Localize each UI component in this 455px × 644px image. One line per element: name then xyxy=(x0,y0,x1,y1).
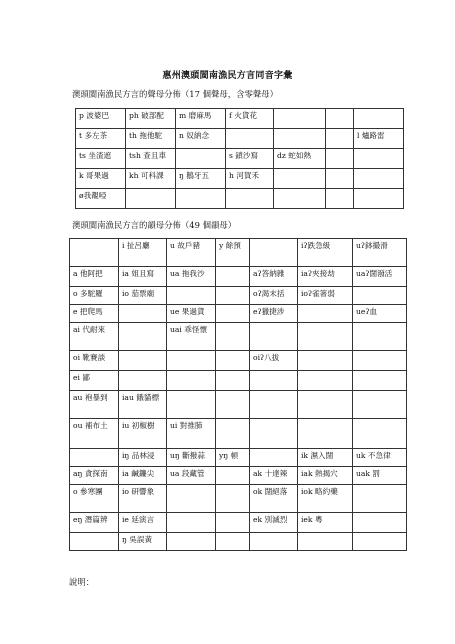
table-cell xyxy=(353,485,407,513)
table-cell: e 把爬馬 xyxy=(70,305,119,323)
table-cell: ia 姐且寫 xyxy=(119,267,167,287)
table-cell: ok 闊絕落 xyxy=(250,485,298,513)
table-cell: m 磨麻馬 xyxy=(176,109,226,129)
table-row xyxy=(76,129,404,149)
table-cell xyxy=(353,323,407,351)
initials-heading: 澳頭閩南漁民方言的聲母分佈（17 個聲母，含零聲母） xyxy=(72,89,278,99)
table-cell xyxy=(353,391,407,419)
table-cell: iau 餓貓標 xyxy=(119,391,167,419)
table-row xyxy=(70,533,407,551)
table-row xyxy=(70,467,407,485)
table-cell xyxy=(326,129,354,149)
table-row xyxy=(70,305,407,323)
table-cell xyxy=(167,533,216,551)
table-cell xyxy=(119,323,167,351)
table-cell: ie 延演言 xyxy=(119,513,167,533)
table-row xyxy=(70,391,407,419)
table-cell xyxy=(353,513,407,533)
table-cell: io 研響象 xyxy=(119,485,167,513)
table-row xyxy=(70,239,407,267)
table-cell: iak 熱揭穴 xyxy=(298,467,353,485)
table-cell xyxy=(167,351,216,371)
table-cell: ei 鄙 xyxy=(70,371,119,391)
table-row xyxy=(70,449,407,467)
table-cell: h 河賀禾 xyxy=(226,169,274,189)
table-cell xyxy=(326,149,354,169)
table-cell: s 鎖沙寫 xyxy=(226,149,274,169)
table-cell xyxy=(216,267,250,287)
table-cell: eʔ獵捷涉 xyxy=(250,305,298,323)
table-cell xyxy=(354,169,404,189)
table-cell: iok 略約藥 xyxy=(298,485,353,513)
table-cell: f 火貨花 xyxy=(226,109,274,129)
table-cell: u 故戶豬 xyxy=(167,239,216,267)
table-cell: iʔ跌急級 xyxy=(298,239,353,267)
table-cell xyxy=(250,533,298,551)
table-cell xyxy=(298,371,353,391)
table-cell xyxy=(298,351,353,371)
table-cell: aʔ答納雜 xyxy=(250,267,298,287)
table-cell: ia 鹹鐮尖 xyxy=(119,467,167,485)
table-cell xyxy=(298,419,353,449)
table-row xyxy=(76,149,404,169)
table-cell: o 參寒團 xyxy=(70,485,119,513)
table-cell: oʔ渴末括 xyxy=(250,287,298,305)
table-cell: ueʔ血 xyxy=(353,305,407,323)
table-cell xyxy=(326,189,354,209)
table-cell xyxy=(250,449,298,467)
table-cell xyxy=(216,467,250,485)
table-cell xyxy=(250,239,298,267)
table-cell: th 拖他駝 xyxy=(126,129,176,149)
table-cell xyxy=(354,149,404,169)
table-row xyxy=(76,189,404,209)
table-cell xyxy=(216,391,250,419)
table-cell xyxy=(298,305,353,323)
table-cell xyxy=(167,371,216,391)
table-cell xyxy=(353,419,407,449)
table-cell xyxy=(298,391,353,419)
table-cell xyxy=(176,149,226,169)
table-cell xyxy=(119,305,167,323)
table-row xyxy=(70,513,407,533)
table-cell xyxy=(326,169,354,189)
table-cell: io 茄票廟 xyxy=(119,287,167,305)
initials-table xyxy=(75,108,404,209)
table-cell: uak 罰 xyxy=(353,467,407,485)
table-cell: ua 拖我沙 xyxy=(167,267,216,287)
finals-heading: 澳頭閩南漁民方言的韻母分佈（49 個韻母） xyxy=(72,220,237,230)
table-cell: i 扯呂廳 xyxy=(119,239,167,267)
document-title: 惠州澳頭閩南漁民方言同音字彙 xyxy=(162,71,293,81)
table-cell xyxy=(226,189,274,209)
table-cell xyxy=(250,371,298,391)
table-cell: ph 破部配 xyxy=(126,109,176,129)
table-cell: ioʔ雀箸弱 xyxy=(298,287,353,305)
table-cell xyxy=(354,109,404,129)
table-cell xyxy=(353,287,407,305)
table-cell: iu 初椒樹 xyxy=(119,419,167,449)
table-cell xyxy=(216,513,250,533)
table-cell: oi 靴賽談 xyxy=(70,351,119,371)
table-cell xyxy=(167,287,216,305)
table-cell: tsh 查且車 xyxy=(126,149,176,169)
table-cell: yŋ 頓 xyxy=(216,449,250,467)
table-cell: uk 不急律 xyxy=(353,449,407,467)
table-cell xyxy=(216,351,250,371)
table-cell xyxy=(216,533,250,551)
table-cell xyxy=(119,371,167,391)
table-row xyxy=(76,169,404,189)
table-cell xyxy=(70,239,119,267)
table-cell: ŋ 吳誤黃 xyxy=(119,533,167,551)
table-cell: ŋ 鵝牙五 xyxy=(176,169,226,189)
table-cell: iaʔ夾接劫 xyxy=(298,267,353,287)
table-cell: ui 對推肺 xyxy=(167,419,216,449)
table-cell: kh 可科課 xyxy=(126,169,176,189)
table-cell: y 餘預 xyxy=(216,239,250,267)
table-row xyxy=(70,485,407,513)
table-cell: ou 補布土 xyxy=(70,419,119,449)
table-cell xyxy=(353,533,407,551)
table-cell: ts 坐渣遮 xyxy=(76,149,126,169)
table-cell xyxy=(326,109,354,129)
table-cell xyxy=(226,129,274,149)
table-cell xyxy=(298,533,353,551)
table-cell: ik 濕入闊 xyxy=(298,449,353,467)
table-cell xyxy=(70,449,119,467)
table-cell xyxy=(274,109,326,129)
table-cell xyxy=(274,169,326,189)
table-cell xyxy=(216,323,250,351)
table-cell xyxy=(354,189,404,209)
table-cell: ek 別滅烈 xyxy=(250,513,298,533)
table-cell: dz 蛇如熱 xyxy=(274,149,326,169)
table-row xyxy=(70,287,407,305)
table-cell: ua 段藏管 xyxy=(167,467,216,485)
table-cell xyxy=(216,287,250,305)
table-cell: uʔ鉢撮滑 xyxy=(353,239,407,267)
table-cell xyxy=(216,371,250,391)
table-row xyxy=(70,371,407,391)
table-cell: k 哥果過 xyxy=(76,169,126,189)
table-cell xyxy=(119,351,167,371)
table-cell: ai 代耐來 xyxy=(70,323,119,351)
table-cell xyxy=(167,513,216,533)
table-cell: iŋ 品林浸 xyxy=(119,449,167,467)
table-cell xyxy=(298,323,353,351)
table-cell xyxy=(353,351,407,371)
table-cell: iek 粵 xyxy=(298,513,353,533)
table-cell xyxy=(167,485,216,513)
table-row xyxy=(70,351,407,371)
finals-table xyxy=(69,238,407,551)
table-cell: uaʔ闊潑活 xyxy=(353,267,407,287)
table-cell xyxy=(176,189,226,209)
table-cell xyxy=(353,371,407,391)
table-cell: l 爐路雷 xyxy=(354,129,404,149)
table-cell: ø我覩啞 xyxy=(76,189,126,209)
table-cell: eŋ 潛篇辨 xyxy=(70,513,119,533)
table-row xyxy=(76,109,404,129)
table-row xyxy=(70,267,407,287)
footnote: 說明： xyxy=(69,577,95,587)
table-cell: oiʔ八拔 xyxy=(250,351,298,371)
table-cell: a 他阿把 xyxy=(70,267,119,287)
table-cell xyxy=(274,129,326,149)
table-cell: aŋ 貪探南 xyxy=(70,467,119,485)
table-cell xyxy=(274,189,326,209)
table-cell: au 袍暴到 xyxy=(70,391,119,419)
table-cell: ak 十達辣 xyxy=(250,467,298,485)
table-cell: p 波婆巴 xyxy=(76,109,126,129)
table-cell: ue 果過貨 xyxy=(167,305,216,323)
table-cell: t 多左茶 xyxy=(76,129,126,149)
table-cell xyxy=(70,533,119,551)
table-cell xyxy=(126,189,176,209)
table-row xyxy=(70,323,407,351)
table-cell xyxy=(216,419,250,449)
table-cell: uŋ 斷撥蒜 xyxy=(167,449,216,467)
table-cell xyxy=(250,323,298,351)
table-cell xyxy=(167,391,216,419)
table-cell: o 多駝羅 xyxy=(70,287,119,305)
table-row xyxy=(70,419,407,449)
table-cell xyxy=(216,305,250,323)
table-cell xyxy=(250,419,298,449)
table-cell xyxy=(216,485,250,513)
table-cell: n 奴納念 xyxy=(176,129,226,149)
table-cell: uai 乖怪懷 xyxy=(167,323,216,351)
table-cell xyxy=(250,391,298,419)
